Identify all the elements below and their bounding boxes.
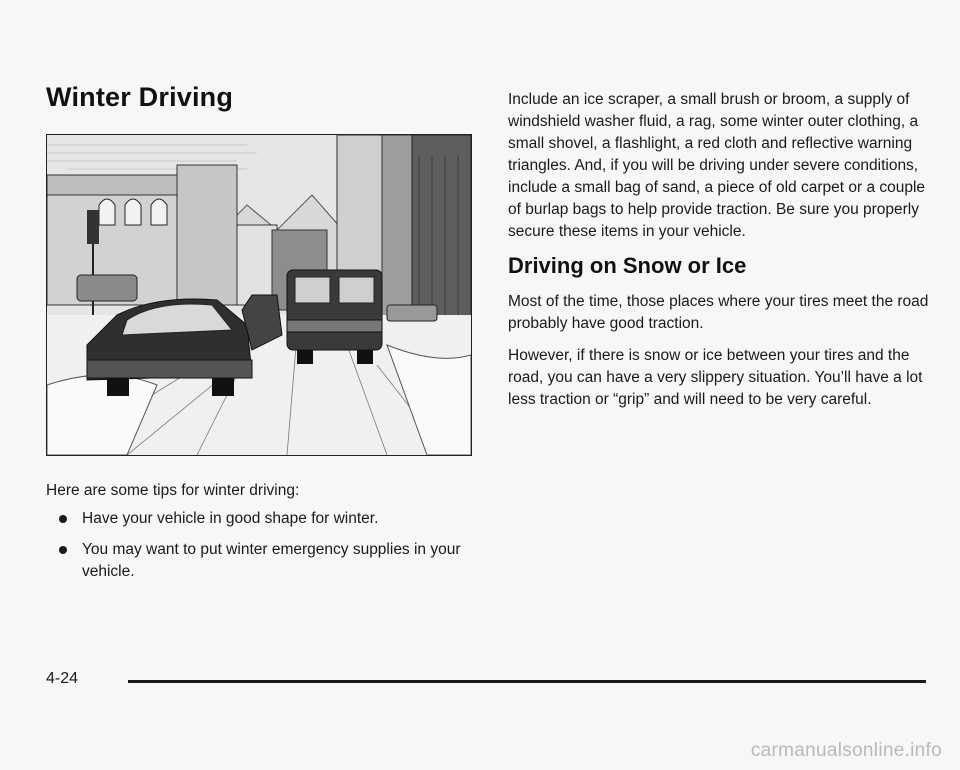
page-number: 4-24 bbox=[46, 670, 79, 687]
right-column bbox=[508, 89, 938, 421]
site-watermark: carmanualsonline.info bbox=[750, 740, 942, 761]
tip-text: You may want to put winter emergency supplies in your vehicle. bbox=[82, 541, 461, 580]
tips-list bbox=[46, 508, 472, 592]
winter-scene-drawing bbox=[47, 135, 471, 455]
bullet-icon bbox=[59, 546, 67, 554]
list-item bbox=[46, 508, 472, 530]
traction-paragraph: Most of the time, those places where your tires meet the road probably have good traction. bbox=[508, 293, 929, 332]
slippery-paragraph: However, if there is snow or ice between your tires and the road, you can have a very slippery situation. You’ll have a lot less traction or “grip” and will need to be very careful. bbox=[508, 347, 923, 408]
tip-text: Have your vehicle in good shape for winter. bbox=[82, 510, 379, 527]
page-title: Winter Driving bbox=[46, 82, 234, 112]
footer-divider bbox=[128, 680, 926, 683]
tips-intro: Here are some tips for winter driving: bbox=[46, 482, 300, 499]
list-item bbox=[46, 539, 472, 583]
bullet-icon bbox=[59, 515, 67, 523]
supplies-paragraph: Include an ice scraper, a small brush or broom, a supply of windshield washer fluid, a rag, some winter outer clothing, a small shovel, a flashlight, a red cloth and reflective warning triangles. And, if you will be driving under severe conditions, include a small bag of sand, a piece of old carpet or a couple of burlap bags to help provide traction. Be sure you properly secure these items in your vehicle. bbox=[508, 91, 926, 240]
section-heading: Driving on Snow or Ice bbox=[508, 253, 747, 278]
winter-street-illustration bbox=[46, 134, 472, 456]
left-column bbox=[46, 82, 472, 580]
